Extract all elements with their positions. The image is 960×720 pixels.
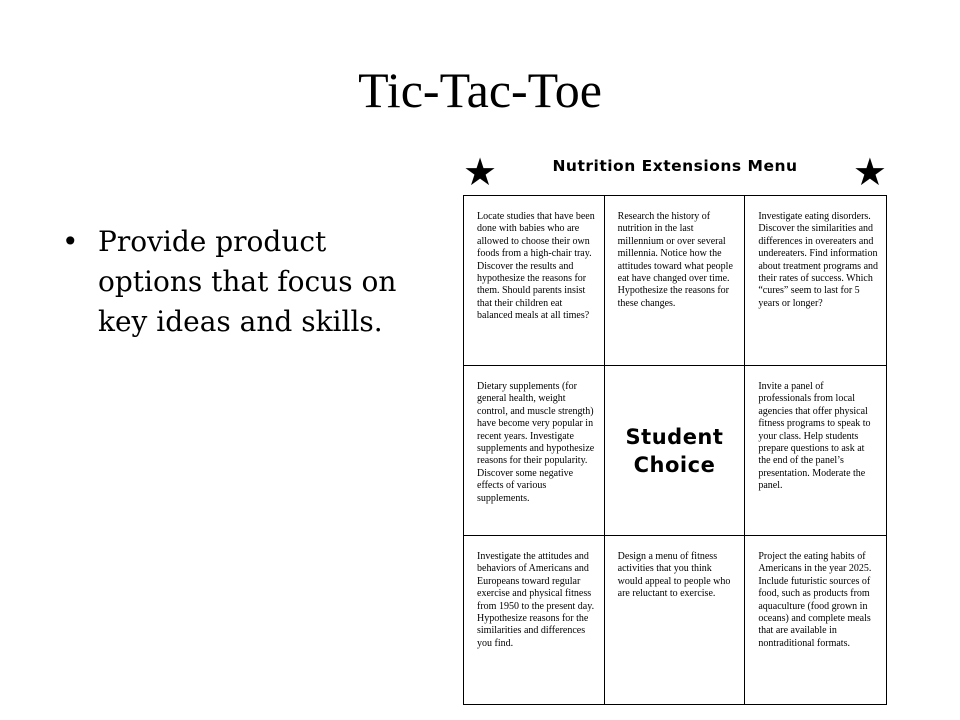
menu-cell: Research the history of nutrition in the last millennium or over several millennia. Notice how the attitudes toward what people eat have changed over time. Hypothesize the reasons for these changes. — [605, 196, 746, 366]
bullet-text: Provide product options that focus on key ideas and skills. — [98, 225, 397, 338]
menu-cell-center — [605, 366, 746, 536]
menu-cell: Locate studies that have been done with babies who are allowed to choose their own foods from a high-chair tray. Discover the results and hypothesize the reasons for them. Should parents insist that their children eat balanced meals at all times? — [464, 196, 605, 366]
menu-header — [463, 150, 887, 194]
tic-tac-toe-grid — [463, 195, 887, 705]
bullet-item — [58, 222, 408, 342]
menu-cell: Invite a panel of professionals from local agencies that offer physical fitness programs to speak to your class. Help students prepare questions to ask at the end of the panel’s presentation. Moderate the panel. — [745, 366, 886, 536]
slide-title: Tic-Tac-Toe — [358, 62, 602, 118]
bullet-icon: • — [62, 225, 79, 258]
student-choice-label: Student Choice — [625, 424, 724, 477]
menu-cell: Investigate the attitudes and behaviors of Americans and Europeans toward regular exercise and physical fitness from 1950 to the present day. Hypothesize reasons for the similarities and differences you find. — [464, 536, 605, 704]
menu-title: Nutrition Extensions Menu — [552, 157, 798, 175]
menu-cell: Design a menu of fitness activities that you think would appeal to people who are reluctant to exercise. — [605, 536, 746, 704]
star-icon: ★ — [852, 150, 887, 194]
bullet-list — [58, 222, 408, 342]
menu-cell: Investigate eating disorders. Discover the similarities and differences in overeaters and undereaters. Find information about treatment programs and their rates of success. Which “cures” seem to last for 5 years or longer? — [745, 196, 886, 366]
star-icon: ★ — [463, 150, 498, 194]
menu-cell: Dietary supplements (for general health, weight control, and muscle strength) have become very popular in recent years. Investigate supplements and hypothesize reasons for their popularity. Discover some negative effects of various supplements. — [464, 366, 605, 536]
menu-cell: Project the eating habits of Americans in the year 2025. Include futuristic sources of food, such as products from aquaculture (food grown in oceans) and complete meals that are available in nontraditional formats. — [758, 551, 872, 649]
